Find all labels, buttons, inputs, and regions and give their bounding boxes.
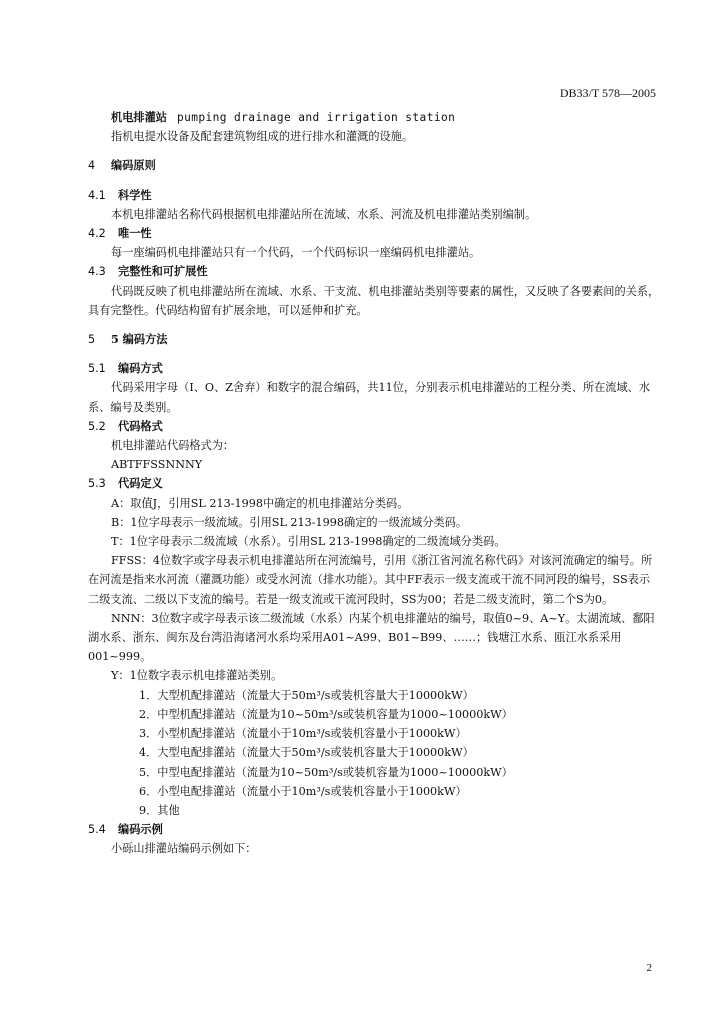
page-number: 2 (646, 962, 652, 974)
section-number: 5.4 (88, 823, 106, 837)
definition-t: T：1位字母表示二级流域（水系）。引用SL 213-1998确定的二级流域分类码。 (111, 535, 506, 549)
term-name: 机电排灌站 (111, 110, 167, 124)
section-number: 5.2 (88, 419, 106, 433)
definition-ffss: FFSS：4位数字或字母表示机电排灌站所在河流编号，引用《浙江省河流名称代码》对该河流确定的编号。所在河流是指来水河流（灌溉功能）或受水河流（排水功能）。其中FF表示一级支流或干流不同河段的编号，SS表示二级支流、二级以下支流的编号。若是一级支流或干流河段时，SS为00；若是二级支流时，第二个S为0。 (88, 554, 653, 606)
category-item: 6．小型电配排灌站（流量小于10m³/s或装机容量小于1000kW） (139, 784, 467, 798)
section-4-heading (88, 156, 660, 175)
section-title: 唯一性 (118, 226, 152, 241)
definition-b: B：1位字母表示一级流域。引用SL 213-1998确定的一级流域分类码。 (111, 515, 468, 529)
term-english: pumping drainage and irrigation station (176, 111, 456, 124)
section-title: 编码示例 (118, 822, 163, 837)
section-number: 4 (88, 159, 96, 173)
section-title: 编码方式 (118, 361, 163, 376)
section-5-4-heading (88, 820, 660, 839)
section-5-1-heading (88, 359, 660, 378)
section-5-heading (88, 330, 660, 349)
section-4-1-text: 本机电排灌站名称代码根据机电排灌站所在流域、水系、河流及机电排灌站类别编制。 (111, 207, 537, 221)
section-5-2-line: 机电排灌站代码格式为： (111, 439, 235, 453)
section-number: 4.1 (88, 188, 106, 202)
section-title: 5 编码方法 (111, 332, 168, 347)
section-4-3-heading (88, 262, 660, 281)
section-number: 5.1 (88, 362, 106, 376)
definition-nnn: NNN：3位数字或字母表示该二级流域（水系）内某个机电排灌站的编号，取值0~9、A~Y。太湖流域、鄱阳湖水系、浙东、闽东及台湾沿海诸河水系均采用A01~A99、B01~B99、……；钱塘江水系、瓯江水系采用001~999。 (88, 611, 655, 664)
section-5-4-text: 小砾山排灌站编码示例如下： (111, 842, 257, 856)
section-title: 科学性 (118, 187, 152, 202)
section-number: 4.3 (88, 265, 106, 279)
category-item: 4．大型电配排灌站（流量大于50m³/s或装机容量大于10000kW） (139, 746, 474, 760)
section-number: 5 (88, 333, 96, 347)
code-format: ABTFFSSNNNY (111, 458, 203, 472)
section-4-2-heading (88, 224, 660, 243)
section-5-1-text: 代码采用字母（I、O、Z舍弃）和数字的混合编码，共11位，分别表示机电排灌站的工程分类、所在流域、水系、编号及类别。 (88, 381, 651, 414)
section-number: 5.3 (88, 477, 106, 491)
document-body (88, 108, 660, 859)
section-4-3-text: 代码既反映了机电排灌站所在流域、水系、干支流、机电排灌站类别等要素的属性，又反映了各要素间的关系，具有完整性。代码结构留有扩展余地，可以延伸和扩充。 (88, 284, 660, 317)
term-definition: 指机电提水设备及配套建筑物组成的进行排水和灌溉的设施。 (111, 130, 414, 144)
section-number: 4.2 (88, 227, 106, 241)
standard-code: DB33/T 578—2005 (559, 86, 656, 100)
section-title: 代码格式 (118, 418, 163, 433)
category-item: 2．中型机配排灌站（流量为10~50m³/s或装机容量为1000~10000kW） (139, 707, 513, 721)
section-5-2-heading (88, 417, 660, 436)
category-item: 9．其他 (139, 803, 180, 817)
category-item: 3．小型机配排灌站（流量小于10m³/s或装机容量小于1000kW） (139, 727, 467, 741)
section-title: 代码定义 (118, 476, 163, 491)
section-title: 完整性和可扩展性 (118, 264, 208, 279)
category-item: 1．大型机配排灌站（流量大于50m³/s或装机容量大于10000kW） (139, 688, 474, 702)
section-title: 编码原则 (111, 158, 156, 173)
section-4-2-text: 每一座编码机电排灌站只有一个代码，一个代码标识一座编码机电排灌站。 (111, 246, 481, 260)
term-heading (88, 108, 660, 127)
section-5-3-heading (88, 474, 660, 493)
definition-a: A：取值J，引用SL 213-1998中确定的机电排灌站分类码。 (111, 496, 409, 510)
section-4-1-heading (88, 186, 660, 205)
category-item: 5．中型电配排灌站（流量为10~50m³/s或装机容量为1000~10000kW） (139, 765, 513, 779)
definition-y: Y：1位数字表示机电排灌站类别。 (111, 669, 283, 683)
